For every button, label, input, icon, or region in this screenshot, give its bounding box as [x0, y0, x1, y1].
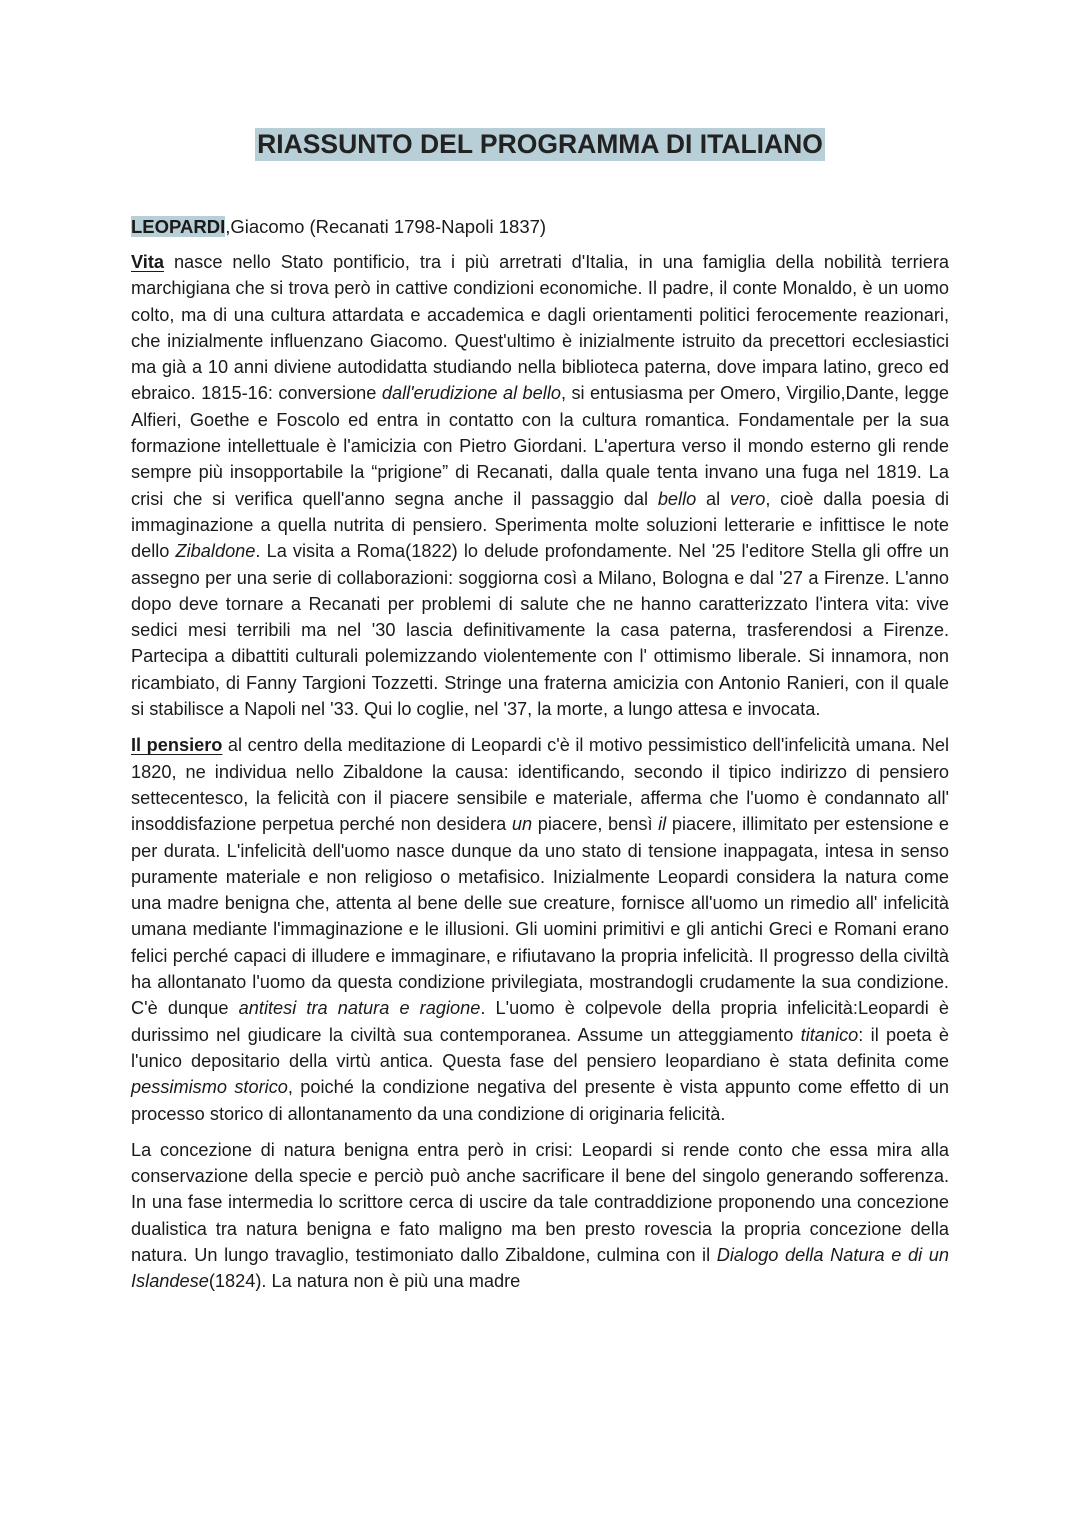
pensiero-text-6: , poiché la condizione negativa del presente è vista appunto come effetto di un processo storico di allontanamento da una condizione di originaria felicità. [131, 1077, 949, 1124]
vita-text-4: , cioè dalla poesia di immaginazione a quella nutrita di pensiero. Sperimenta molte soluzioni letterarie e infittisce le note dello [131, 488, 950, 562]
pensiero-emphasis-1: un [511, 814, 533, 835]
title-wrapper [131, 128, 949, 161]
pensiero-section-label: Il pensiero [131, 735, 223, 756]
vita-emphasis-4: Zibaldone [175, 541, 256, 562]
vita-text-5: . La visita a Roma(1822) lo delude profondamente. Nel '25 l'editore Stella gli offre un assegno per una serie di collaborazioni: soggiorna così a Milano, Bologna e dal '27 a Firenze. L'anno dopo deve tornare a Recanati per problemi di salute che ne hanno caratterizzato l'intera vita: vive sedici mesi terribili ma nel '30 lascia definitivamente la casa paterna, trasferendosi a Firenze. Partecipa a dibattiti culturali polemizzando violentemente con l' ottimismo liberale. Si innamora, non ricambiato, di Fanny Targioni Tozzetti. Stringe una fraterna amicizia con Antonio Ranieri, con il quale si stabilisce a Napoli nel '33. Qui lo coglie, nel '37, la morte, a lungo attesa e invocata. [131, 541, 949, 720]
vita-text-3: al [696, 488, 730, 509]
vita-emphasis-3: vero [729, 488, 766, 509]
author-heading [131, 214, 949, 240]
natura-text-1: La concezione di natura benigna entra però in crisi: Leopardi si rende conto che essa mira alla conservazione della specie e perciò può anche sacrificare il bene del singolo generando sofferenza. In una fase intermedia lo scrittore cerca di uscire da tale contraddizione proponendo una concezione dualistica tra natura benigna e fato maligno ma ben presto rovescia la propria concezione della natura. Un lungo travaglio, testimoniato dallo Zibaldone, culmina con il [131, 1139, 949, 1265]
pensiero-text-4: . L'uomo è colpevole della propria infelicità:Leopardi è durissimo nel giudicare la civiltà sua contemporanea. Assume un atteggiamento [131, 998, 950, 1045]
vita-emphasis-2: bello [657, 488, 697, 509]
vita-text-1: nasce nello Stato pontificio, tra i più arretrati d'Italia, in una famiglia della nobilità terriera marchigiana che si trova però in cattive condizioni economiche. Il padre, il conte Monaldo, è un uomo colto, ma di una cultura attardata e accademica e dagli orientamenti politici ferocemente reazionari, che inizialmente influenzano Giacomo. Quest'ultimo è inizialmente istruito da precettori ecclesiastici ma già a 10 anni diviene autodidatta studiando nella biblioteca paterna, dove impara latino, greco ed ebraico. 1815-16: conversione [131, 252, 949, 404]
author-details: ,Giacomo (Recanati 1798-Napoli 1837) [225, 216, 547, 237]
pensiero-paragraph [131, 732, 949, 1126]
pensiero-text-1: al centro della meditazione di Leopardi c'è il motivo pessimistico dell'infelicità umana. Nel 1820, ne individua nello Zibaldone la causa: identificando, secondo il tipico indirizzo di pensiero settecentesco, la felicità con il piacere sensibile e materiale, afferma che l'uomo è condannato all' insoddisfazione perpetua perché non desidera [131, 735, 949, 835]
pensiero-text-5: : il poeta è l'unico depositario della virtù antica. Questa fase del pensiero leopardiano è stata definita come [131, 1024, 950, 1071]
pensiero-emphasis-3: antitesi tra natura e ragione [238, 998, 481, 1019]
pensiero-text-2: piacere, bensì [532, 814, 659, 835]
author-name: LEOPARDI [131, 216, 226, 237]
pensiero-emphasis-2: il [658, 814, 667, 835]
natura-text-2: (1824). La natura non è più una madre [208, 1271, 521, 1292]
document-page [131, 128, 949, 1305]
vita-section-label: Vita [131, 252, 165, 272]
pensiero-text-3: piacere, illimitato per estensione e per durata. L'infelicità dell'uomo nasce dunque da uno stato di tensione inappagata, intesa in senso puramente materiale e non religioso o metafisico. Inizialmente Leopardi considera la natura come una madre benigna che, attenta al bene delle sue creature, fornisce all'uomo un rimedio all' infelicità umana mediante l'immaginazione e le illusioni. Gli uomini primitivi e gli antichi Greci e Romani erano felici perché capaci di illudere e immaginare, e rifiutavano la propria infelicità. Il progresso della civiltà ha allontanato l'uomo da questa condizione privilegiata, mostrandogli crudamente la sua condizione. C'è dunque [131, 814, 949, 1019]
natura-emphasis-1: Dialogo della Natura e di un Islandese [131, 1244, 949, 1292]
natura-paragraph [131, 1137, 949, 1295]
vita-text-2: , si entusiasma per Omero, Virgilio,Dante, legge Alfieri, Goethe e Foscolo ed entra in contatto con la cultura romantica. Fondamentale per la sua formazione intellettuale è l'amicizia con Pietro Giordani. L'apertura verso il mondo esterno gli rende sempre più insopportabile la “prigione” di Recanati, dalla quale tenta invano una fuga nel 1819. La crisi che si verifica quell'anno segna anche il passaggio dal [131, 383, 950, 509]
pensiero-emphasis-5: pessimismo storico [131, 1077, 288, 1098]
document-title: RIASSUNTO DEL PROGRAMMA DI ITALIANO [257, 129, 823, 159]
vita-emphasis-1: dall'erudizione al bello [381, 383, 561, 404]
vita-paragraph [131, 249, 949, 722]
pensiero-emphasis-4: titanico [800, 1024, 859, 1045]
